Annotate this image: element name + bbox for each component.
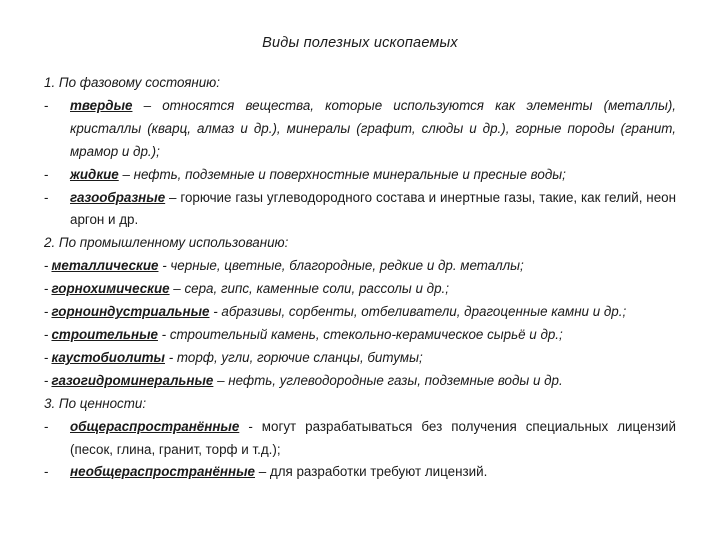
item-text-solid: – относятся вещества, которые используются как элементы (металлы), кристаллы (кварц, алмаз и др.), минералы (графит, слюды и др.), горные породы (гранит, мрамор и др.); — [70, 97, 676, 159]
item-text-metallic: - черные, цветные, благородные, редкие и др. металлы; — [158, 258, 524, 274]
term-non-widespread: необщераспространённые — [70, 464, 255, 480]
term-gaseous: газообразные — [70, 189, 166, 205]
bullet-dash: - — [44, 372, 49, 388]
list-item-mining-chemical — [44, 278, 676, 301]
list-item-metallic — [44, 255, 676, 278]
term-solid: твердые — [70, 97, 133, 113]
list-item-caustobiolites — [44, 347, 676, 370]
bullet-dash: - — [44, 418, 49, 434]
bullet-dash: - — [44, 304, 49, 320]
bullet-dash: - — [44, 166, 49, 182]
bullet-dash: - — [44, 349, 49, 365]
term-metallic: металлические — [51, 258, 159, 274]
item-text-mining-chemical: – сера, гипс, каменные соли, рассолы и др.; — [169, 281, 449, 297]
document-body — [44, 72, 676, 484]
bullet-dash: - — [44, 189, 49, 205]
item-text-gas-hydromineral: – нефть, углеводородные газы, подземные воды и др. — [213, 372, 563, 388]
list-item-widespread — [44, 416, 676, 462]
item-text-construction: - строительный камень, стекольно-керамическое сырьё и др.; — [157, 326, 563, 342]
item-text-non-widespread: – для разработки требуют лицензий. — [255, 464, 488, 480]
term-mining-industrial: горноиндустриальные — [51, 304, 210, 320]
term-construction: строительные — [51, 326, 158, 342]
bullet-dash: - — [44, 464, 49, 480]
section-heading-value: 3. По ценности: — [44, 395, 147, 411]
list-item-non-widespread — [44, 461, 676, 484]
bullet-dash: - — [44, 326, 49, 342]
section-heading-phase-state: 1. По фазовому состоянию: — [44, 75, 220, 90]
item-text-mining-industrial: - абразивы, сорбенты, отбеливатели, драгоценные камни и др.; — [209, 304, 627, 320]
bullet-dash: - — [44, 281, 49, 297]
bullet-dash: - — [44, 258, 49, 274]
item-text-widespread: - могут разрабатываться без получения специальных лицензий (песок, глина, гранит, торф и т.д.); — [70, 418, 676, 457]
list-item-mining-industrial — [44, 301, 676, 324]
list-item-solid — [44, 95, 676, 164]
list-item-gas-hydromineral — [44, 370, 676, 393]
section-heading-industrial-use: 2. По промышленному использованию: — [44, 235, 289, 251]
term-caustobiolites: каустобиолиты — [51, 349, 165, 365]
item-text-caustobiolites: - торф, угли, горючие сланцы, битумы; — [165, 349, 423, 365]
term-mining-chemical: горнохимические — [51, 281, 170, 297]
term-gas-hydromineral: газогидроминеральные — [51, 372, 214, 388]
term-widespread: общераспространённые — [70, 418, 240, 434]
item-text-liquid: – нефть, подземные и поверхностные минеральные и пресные воды; — [118, 166, 566, 182]
list-item-gaseous — [44, 187, 676, 233]
list-item-construction — [44, 324, 676, 347]
item-text-gaseous: – горючие газы углеводородного состава и инертные газы, такие, как гелий, неон аргон и др. — [70, 189, 676, 228]
term-liquid: жидкие — [70, 166, 119, 182]
bullet-dash: - — [44, 97, 49, 113]
list-item-liquid — [44, 164, 676, 187]
page-title: Виды полезных ископаемых — [262, 35, 458, 51]
